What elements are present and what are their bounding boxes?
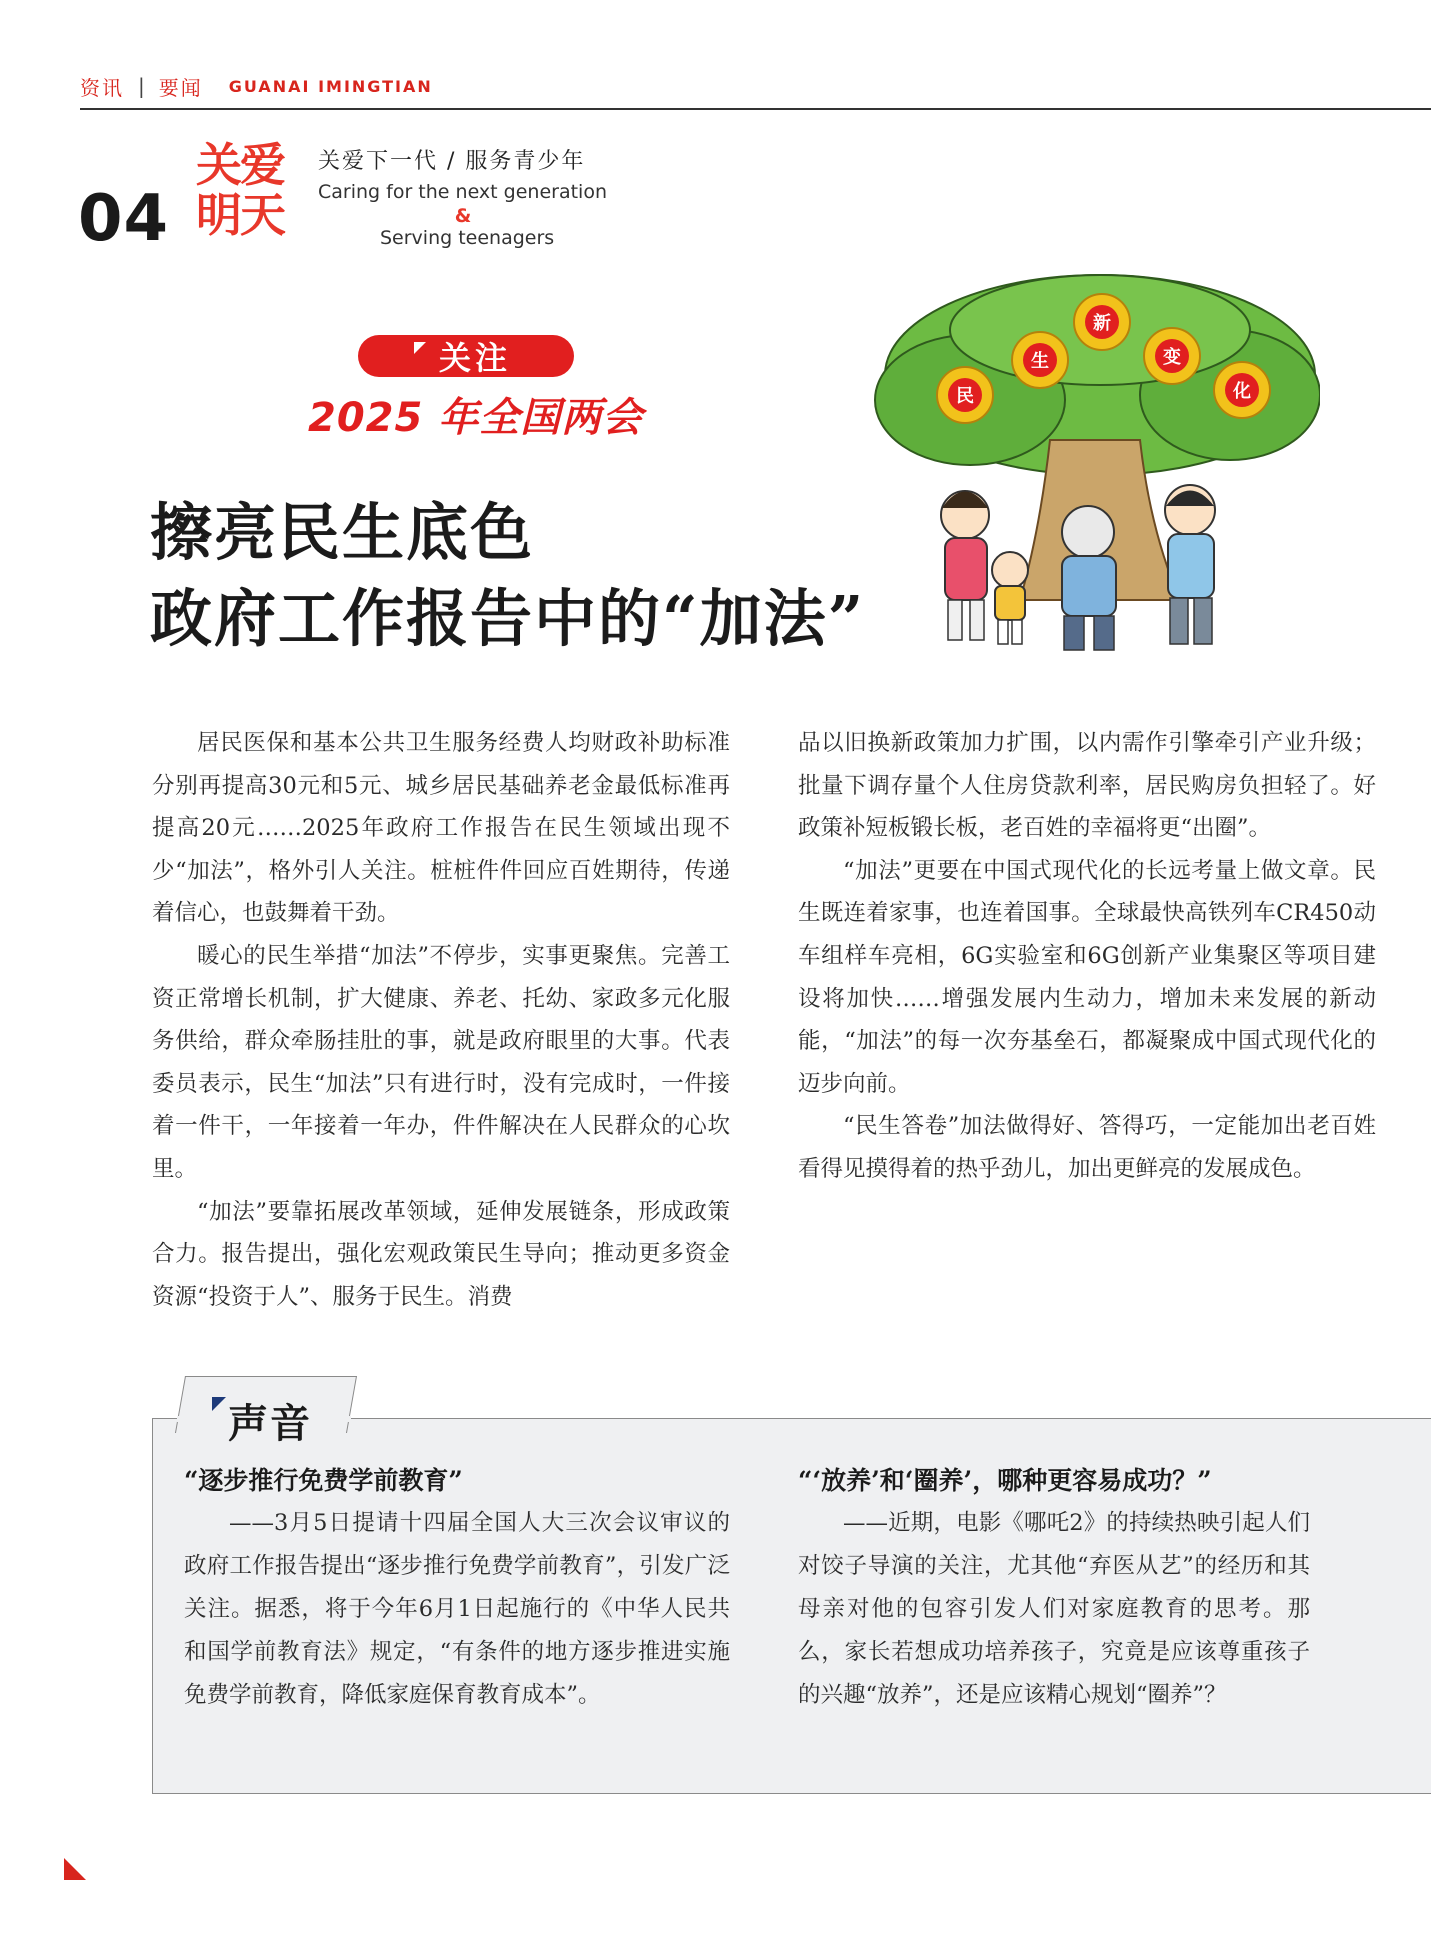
- woman-figure: [941, 491, 989, 640]
- subsection-label: 要闻: [158, 75, 203, 100]
- section-label: 资讯: [80, 75, 124, 100]
- man-figure: [1165, 485, 1215, 644]
- page-number: 04: [78, 182, 170, 256]
- tagline-english-2: Serving teenagers: [380, 227, 555, 249]
- body-paragraph-continued: 品以旧换新政策加力扩围，以内需作引擎牵引产业升级；批量下调存量个人住房贷款利率，居民购房负担轻了。好政策补短板锻长板，老百姓的幸福将更“出圈”。: [798, 730, 1376, 842]
- voice-text: ——近期，电影《哪吒2》的持续热映引起人们对饺子导演的关注，尤其他“弃医从艺”的经历和其母亲对他的包容引发人们对家庭教育的思考。那么，家长若想成功培养孩子，究竟是应该尊重孩子的兴趣“放养”，还是应该精心规划“圈养”？: [798, 1510, 1310, 1708]
- body-paragraph: “加法”更要在中国式现代化的长远考量上做文章。民生既连着家事，也连着国事。全球最快高铁列车CR450动车组样车亮相，6G实验室和6G创新产业集聚区等项目建设将加快……增强发展内生动力，增加未来发展的新动能，“加法”的每一次夯基垒石，都凝聚成中国式现代化的迈步向前。: [798, 857, 1376, 1097]
- flower-sheng: [1012, 332, 1068, 388]
- body-column-left: [152, 722, 730, 1318]
- voice-item-right: [798, 1460, 1310, 1717]
- voice-text: ——3月5日提请十四届全国人大三次会议审议的政府工作报告提出“逐步推行免费学前教育”，引发广泛关注。据悉，将于今年6月1日起施行的《中华人民共和国学前教育法》规定，“有条件的地方逐步推进实施免费学前教育，降低家庭保育教育成本”。: [184, 1510, 730, 1708]
- brand-pinyin: GUANAI IMINGTIAN: [228, 76, 433, 96]
- section-separator: |: [138, 74, 145, 98]
- flower-char-5: 化: [1233, 381, 1251, 402]
- flower-bian: [1144, 328, 1200, 384]
- body-paragraph: 居民医保和基本公共卫生服务经费人均财政补助标准分别再提高30元和5元、城乡居民基础养老金最低标准再提高20元……2025年政府工作报告在民生领域出现不少“加法”，格外引人关注。桩桩件件回应百姓期待，传递着信心，也鼓舞着干劲。: [152, 730, 730, 927]
- focus-label: 关注: [438, 339, 511, 377]
- flower-char-2: 生: [1031, 351, 1049, 372]
- voice-item-left: [184, 1460, 730, 1717]
- tagline-ampersand: &: [454, 205, 472, 227]
- article-headline: [150, 490, 865, 662]
- voice-heading: “‘放养’和‘圈养’，哪种更容易成功？”: [798, 1466, 1212, 1495]
- header-rule: [80, 108, 1431, 110]
- flower-char-4: 变: [1163, 347, 1181, 368]
- body-paragraph: “加法”要靠拓展改革领域，延伸发展链条，形成政策合力。报告提出，强化宏观政策民生导向；推动更多资金资源“投资于人”、服务于民生。消费: [152, 1198, 730, 1310]
- flower-xin: [1074, 294, 1130, 350]
- tagline-chinese: 关爱下一代 / 服务青少年: [318, 149, 586, 174]
- flower-hua: [1214, 362, 1270, 418]
- focus-subtitle: 2025 年全国两会: [308, 395, 644, 441]
- child-figure: [992, 552, 1028, 644]
- headline-line-1: 擦亮民生底色: [150, 496, 535, 569]
- triangle-icon: [414, 342, 426, 354]
- tagline: [318, 144, 608, 249]
- flower-min: [937, 367, 993, 423]
- flower-char-1: 民: [956, 386, 974, 407]
- triangle-icon: [212, 1397, 226, 1411]
- headline-line-2: 政府工作报告中的“加法”: [150, 582, 866, 655]
- tree-family-illustration: [850, 270, 1320, 655]
- focus-badge: [358, 335, 574, 377]
- body-column-right: [798, 722, 1376, 1191]
- flower-char-3: 新: [1093, 313, 1111, 334]
- corner-triangle-icon: [64, 1858, 86, 1880]
- voices-title: 声音: [228, 1401, 312, 1447]
- tagline-english-1: Caring for the next generation: [318, 181, 607, 203]
- voice-heading: “逐步推行免费学前教育”: [184, 1466, 463, 1495]
- elder-figure: [1062, 506, 1116, 650]
- body-paragraph: 暖心的民生举措“加法”不停步，实事更聚焦。完善工资正常增长机制，扩大健康、养老、托幼、家政多元化服务供给，群众牵肠挂肚的事，就是政府眼里的大事。代表委员表示，民生“加法”只有进行时，没有完成时，一件接着一件干，一年接着一年办，件件解决在人民群众的心坎里。: [152, 942, 730, 1182]
- magazine-logo: 关爱明天: [196, 138, 284, 242]
- body-paragraph: “民生答卷”加法做得好、答得巧，一定能加出老百姓看得见摸得着的热乎劲儿，加出更鲜亮的发展成色。: [798, 1113, 1376, 1182]
- top-bar: [80, 74, 433, 98]
